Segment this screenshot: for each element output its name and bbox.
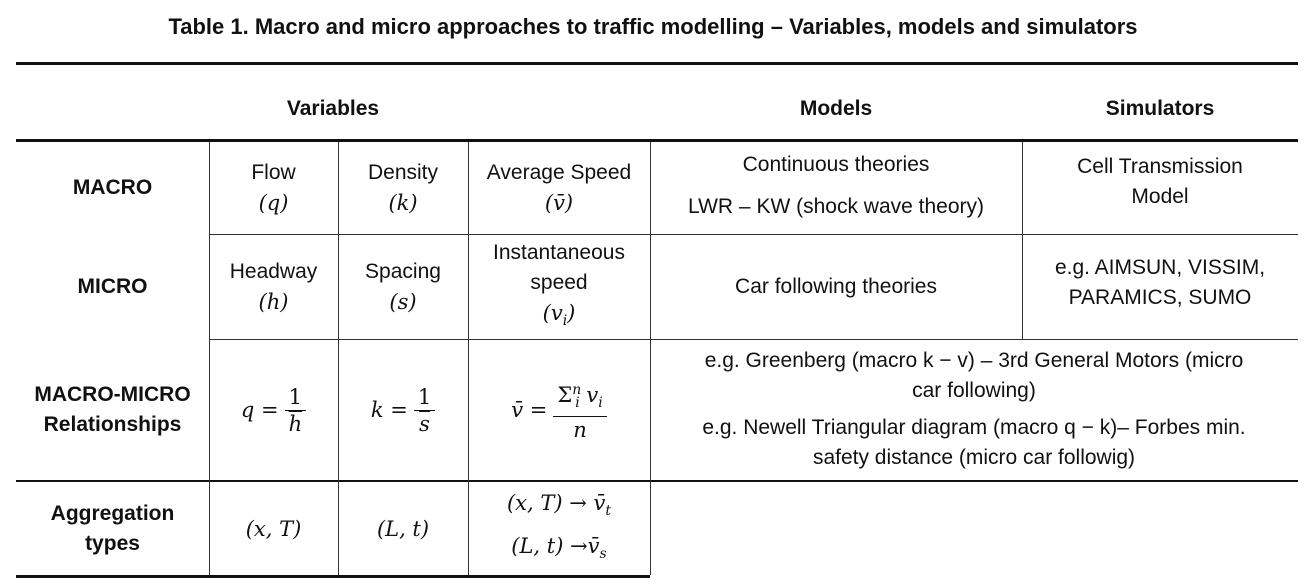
aggregation-space-time: (x, T)	[245, 516, 302, 541]
aggregation-speed-types: (x, $T) \to v̄_t$ (L, $t) \to v̄_s$	[506, 491, 612, 562]
row-label-aggregation: Aggregation types	[50, 501, 175, 555]
macro-micro-models: e.g. Greenberg (macro k − v) – 3rd General Motors (micro car following) e.g. Newell Triangular diagram (macro q − k)– Forbes min. safety distance (micro car followig)	[702, 348, 1246, 469]
header-variables: Variables	[286, 97, 380, 120]
relation-density-spacing: k = $\frac{1}{s}$	[338, 340, 468, 480]
row-label-macro-micro: MACRO-MICRO Relationships	[34, 383, 191, 436]
macro-average-speed: Average Speed (v̄)	[486, 161, 632, 215]
macro-flow: Flow (q)	[251, 161, 296, 215]
macro-simulators: Cell Transmission Model	[1077, 155, 1243, 208]
table-title: Table 1. Macro and micro approaches to traffic modelling – Variables, models and simulators	[168, 14, 1138, 39]
micro-spacing: Spacing (s)	[365, 260, 441, 314]
micro-simulators: e.g. AIMSUN, VISSIM, PARAMICS, SUMO	[1054, 256, 1266, 309]
row-label-macro: MACRO	[72, 176, 153, 199]
macro-density: Density (k)	[367, 161, 439, 215]
relation-flow-headway: q = $\frac{1}{h}$	[209, 340, 338, 480]
header-models: Models	[799, 97, 873, 120]
bottom-rule	[16, 575, 650, 578]
row-label-micro: MICRO	[77, 275, 148, 298]
top-rule	[16, 62, 1298, 65]
micro-instantaneous-speed: Instantaneous speed $(v_i)$	[493, 240, 625, 330]
micro-models: Car following theories	[735, 275, 937, 298]
header-simulators: Simulators	[1105, 97, 1215, 120]
relation-speed-mean: v̄ = $\frac{\Sigma^n_i v_i}{n}$	[468, 340, 650, 480]
micro-headway: Headway (h)	[229, 260, 318, 314]
macro-models: Continuous theories LWR – KW (shock wave theory)	[687, 153, 985, 218]
aggregation-length-time: (L, t)	[376, 516, 430, 541]
